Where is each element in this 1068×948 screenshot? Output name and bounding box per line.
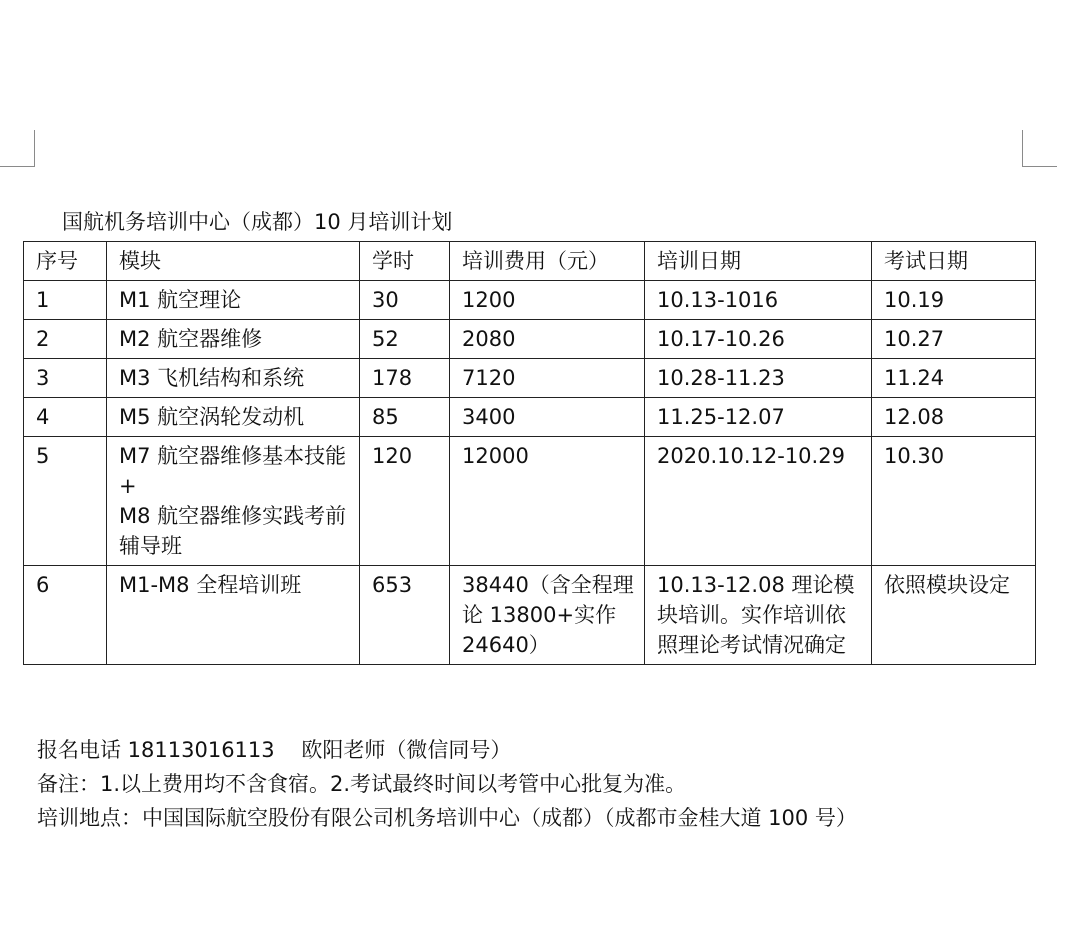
cell-hours: 52 xyxy=(360,320,450,359)
cell-fee: 3400 xyxy=(450,398,645,437)
table-row xyxy=(24,281,1036,320)
cell-exam-date: 12.08 xyxy=(872,398,1036,437)
header-cell-hours: 学时 xyxy=(360,242,450,281)
header-cell-fee: 培训费用（元） xyxy=(450,242,645,281)
table-row xyxy=(24,359,1036,398)
cell-fee: 38440（含全程理论 13800+实作 24640） xyxy=(450,566,645,665)
page-margin-corner-mark-right xyxy=(1022,130,1057,167)
cell-hours: 30 xyxy=(360,281,450,320)
document-title: 国航机务培训中心（成都）10 月培训计划 xyxy=(62,210,453,234)
table-row xyxy=(24,437,1036,566)
cell-training-date: 11.25-12.07 xyxy=(645,398,872,437)
page-margin-corner-mark-left xyxy=(0,130,35,167)
cell-exam-date: 10.30 xyxy=(872,437,1036,566)
cell-index: 3 xyxy=(24,359,107,398)
cell-exam-date: 依照模块设定 xyxy=(872,566,1036,665)
training-schedule-table xyxy=(23,241,1036,665)
header-cell-index: 序号 xyxy=(24,242,107,281)
cell-exam-date: 11.24 xyxy=(872,359,1036,398)
cell-index: 4 xyxy=(24,398,107,437)
notes-section xyxy=(37,733,857,835)
cell-module: M2 航空器维修 xyxy=(107,320,360,359)
cell-training-date: 2020.10.12-10.29 xyxy=(645,437,872,566)
cell-module: M1-M8 全程培训班 xyxy=(107,566,360,665)
cell-fee: 2080 xyxy=(450,320,645,359)
header-cell-exam-date: 考试日期 xyxy=(872,242,1036,281)
table-row xyxy=(24,320,1036,359)
cell-exam-date: 10.19 xyxy=(872,281,1036,320)
remark-line: 备注：1.以上费用均不含食宿。2.考试最终时间以考管中心批复为准。 xyxy=(37,772,687,796)
cell-module: M3 飞机结构和系统 xyxy=(107,359,360,398)
cell-training-date: 10.13-1016 xyxy=(645,281,872,320)
cell-training-date: 10.28-11.23 xyxy=(645,359,872,398)
cell-hours: 85 xyxy=(360,398,450,437)
cell-module: M1 航空理论 xyxy=(107,281,360,320)
cell-hours: 120 xyxy=(360,437,450,566)
location-line: 培训地点：中国国际航空股份有限公司机务培训中心（成都）（成都市金桂大道 100 号） xyxy=(37,806,857,830)
cell-module: M5 航空涡轮发动机 xyxy=(107,398,360,437)
contact-line: 报名电话 18113016113 欧阳老师（微信同号） xyxy=(37,738,512,762)
header-cell-training-date: 培训日期 xyxy=(645,242,872,281)
table-row xyxy=(24,566,1036,665)
cell-exam-date: 10.27 xyxy=(872,320,1036,359)
cell-hours: 178 xyxy=(360,359,450,398)
cell-fee: 12000 xyxy=(450,437,645,566)
cell-fee: 7120 xyxy=(450,359,645,398)
cell-index: 5 xyxy=(24,437,107,566)
cell-index: 2 xyxy=(24,320,107,359)
cell-hours: 653 xyxy=(360,566,450,665)
header-cell-module: 模块 xyxy=(107,242,360,281)
table-row xyxy=(24,398,1036,437)
cell-fee: 1200 xyxy=(450,281,645,320)
cell-index: 1 xyxy=(24,281,107,320)
cell-module: M7 航空器维修基本技能+ M8 航空器维修实践考前辅导班 xyxy=(107,437,360,566)
table-header-row xyxy=(24,242,1036,281)
cell-training-date: 10.17-10.26 xyxy=(645,320,872,359)
cell-index: 6 xyxy=(24,566,107,665)
cell-training-date: 10.13-12.08 理论模块培训。实作培训依照理论考试情况确定 xyxy=(645,566,872,665)
